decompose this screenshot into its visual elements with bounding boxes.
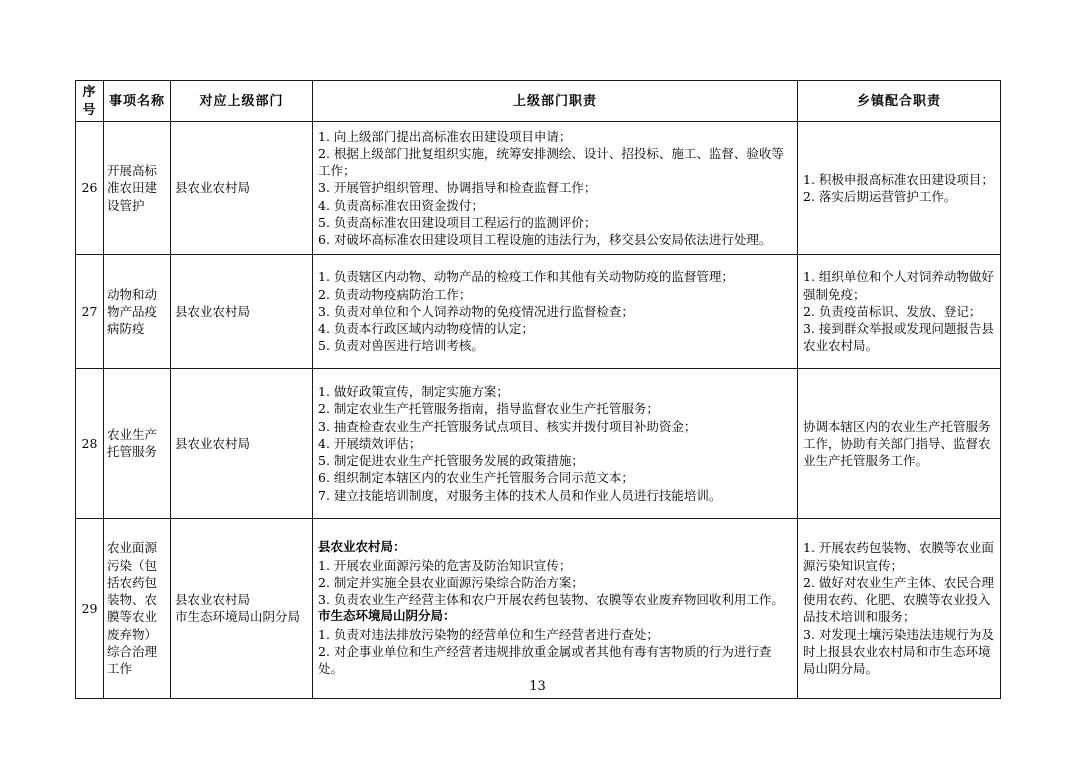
superior-duty-line: 1. 做好政策宣传，制定实施方案； [318, 384, 509, 399]
superior-duty-line: 6. 对破坏高标准农田建设项目工程设施的违法行为，移交县公安局依法进行处理。 [318, 232, 772, 247]
superior-duties-cell [313, 368, 798, 518]
township-duties-cell [798, 121, 1001, 254]
superior-duty-line: 3. 抽查检查农业生产托管服务试点项目、核实并拨付项目补助资金； [318, 418, 697, 434]
row-number-cell: 29 [76, 518, 104, 698]
department-cell [171, 518, 313, 698]
township-duty-line: 3. 接到群众举报或发现问题报告县农业农村局。 [803, 321, 994, 354]
col-header-superior-duties: 上级部门职责 [313, 81, 798, 122]
township-duty-line: 1. 积极申报高标准农田建设项目； [803, 171, 994, 187]
item-name-cell: 动物和动物产品疫病防疫 [104, 254, 171, 368]
table-row-27 [76, 254, 1001, 368]
superior-duty-line: 1. 负责辖区内动物、动物产品的检疫工作和其他有关动物防疫的监督管理； [318, 269, 734, 285]
department-cell [171, 254, 313, 368]
township-duty-line: 1. 开展农药包装物、农膜等农业面源污染知识宣传； [803, 540, 994, 573]
item-name-cell: 开展高标准农田建设管护 [104, 121, 171, 254]
item-name-cell: 农业面源污染（包括农药包装物、农膜等农业废弃物）综合治理工作 [104, 518, 171, 698]
page-number: 13 [529, 679, 546, 694]
col-header-superior-dept: 对应上级部门 [171, 81, 313, 122]
superior-duty-line: 1. 向上级部门提出高标准农田建设项目申请； [318, 128, 572, 144]
superior-duties-cell [313, 121, 798, 254]
superior-duty-line: 5. 负责高标准农田建设项目工程运行的监测评价； [318, 214, 597, 230]
township-duty-line: 2. 做好对农业生产主体、农民合理使用农药、化肥、农膜等农业投入品技术培训和服务； [803, 574, 994, 625]
row-number-cell: 26 [76, 121, 104, 254]
department-line: 县农业农村局 [175, 180, 251, 196]
township-duties-cell [798, 254, 1001, 368]
superior-duty-line: 4. 负责高标准农田资金拨付； [318, 197, 484, 213]
row-number-cell: 28 [76, 368, 104, 518]
superior-duty-line: 3. 负责对单位和个人饲养动物的免疫情况进行监督检查； [318, 303, 634, 319]
col-header-township-duties: 乡镇配合职责 [798, 81, 1001, 122]
table-row-29 [76, 518, 1001, 698]
township-duty-line: 3. 对发现土壤污染违法违规行为及时上报县农业农村局和市生态环境局山阴分局。 [803, 626, 994, 677]
superior-duty-line: 5. 制定促进农业生产托管服务发展的政策措施； [318, 453, 584, 468]
department-cell [171, 121, 313, 254]
table-header-row [76, 81, 1001, 122]
department-line: 县农业农村局 [175, 303, 251, 319]
superior-duty-line: 4. 开展绩效评估； [318, 435, 422, 451]
superior-duty-section-title: 市生态环境局山阴分局： [318, 609, 456, 624]
township-duty-line: 2. 落实后期运营管护工作。 [803, 188, 957, 204]
table-row-26 [76, 121, 1001, 254]
township-duties-cell [798, 518, 1001, 698]
table-row-28 [76, 368, 1001, 518]
superior-duty-section-title: 县农业农村局： [318, 540, 406, 555]
col-header-seq: 序号 [76, 81, 104, 122]
superior-duty-line: 1. 开展农业面源污染的危害及防治知识宣传； [318, 557, 572, 573]
superior-duty-line: 2. 负责动物疫病防治工作； [318, 286, 472, 302]
superior-duty-line: 4. 负责本行政区域内动物疫情的认定； [318, 321, 534, 336]
superior-duty-line: 3. 负责农业生产经营主体和农户开展农药包装物、农膜等农业废弃物回收利用工作。 [318, 592, 784, 608]
superior-duty-line: 2. 根据上级部门批复组织实施，统筹安排测绘、设计、招投标、施工、监督、验收等工作； [318, 145, 784, 178]
township-duty-line: 2. 负责疫苗标识、发放、登记； [803, 303, 982, 319]
superior-duties-cell [313, 518, 798, 698]
col-header-item-name: 事项名称 [104, 81, 171, 122]
row-number-cell: 27 [76, 254, 104, 368]
superior-duty-line: 2. 制定农业生产托管服务指南，指导监督农业生产托管服务； [318, 401, 659, 417]
superior-duty-line: 5. 负责对兽医进行培训考核。 [318, 338, 484, 354]
department-line: 县农业农村局 [175, 435, 251, 451]
superior-duties-cell [313, 254, 798, 368]
superior-duty-line: 3. 开展管护组织管理、协调指导和检查监督工作； [318, 180, 597, 196]
superior-duty-line: 2. 制定并实施全县农业面源污染综合防治方案； [318, 574, 584, 590]
township-duties-cell [798, 368, 1001, 518]
superior-duty-line: 2. 对企事业单位和生产经营者违规排放重金属或者其他有毒有害物质的行为进行查处。 [318, 643, 772, 677]
township-duty-line: 1. 组织单位和个人对饲养动物做好强制免疫； [803, 269, 994, 302]
duties-table [75, 80, 1001, 699]
superior-duty-line: 1. 负责对违法排放污染物的经营单位和生产经营者进行查处； [318, 626, 659, 642]
superior-duty-line: 7. 建立技能培训制度，对服务主体的技术人员和作业人员进行技能培训。 [318, 487, 722, 503]
department-cell [171, 368, 313, 518]
department-line: 市生态环境局山阴分局 [175, 609, 301, 625]
township-duty-line: 协调本辖区内的农业生产托管服务工作，协助有关部门指导、监督农业生产托管服务工作。 [803, 418, 991, 468]
department-line: 县农业农村局 [175, 592, 251, 608]
superior-duty-line: 6. 组织制定本辖区内的农业生产托管服务合同示范文本； [318, 470, 634, 486]
item-name-cell: 农业生产托管服务 [104, 368, 171, 518]
